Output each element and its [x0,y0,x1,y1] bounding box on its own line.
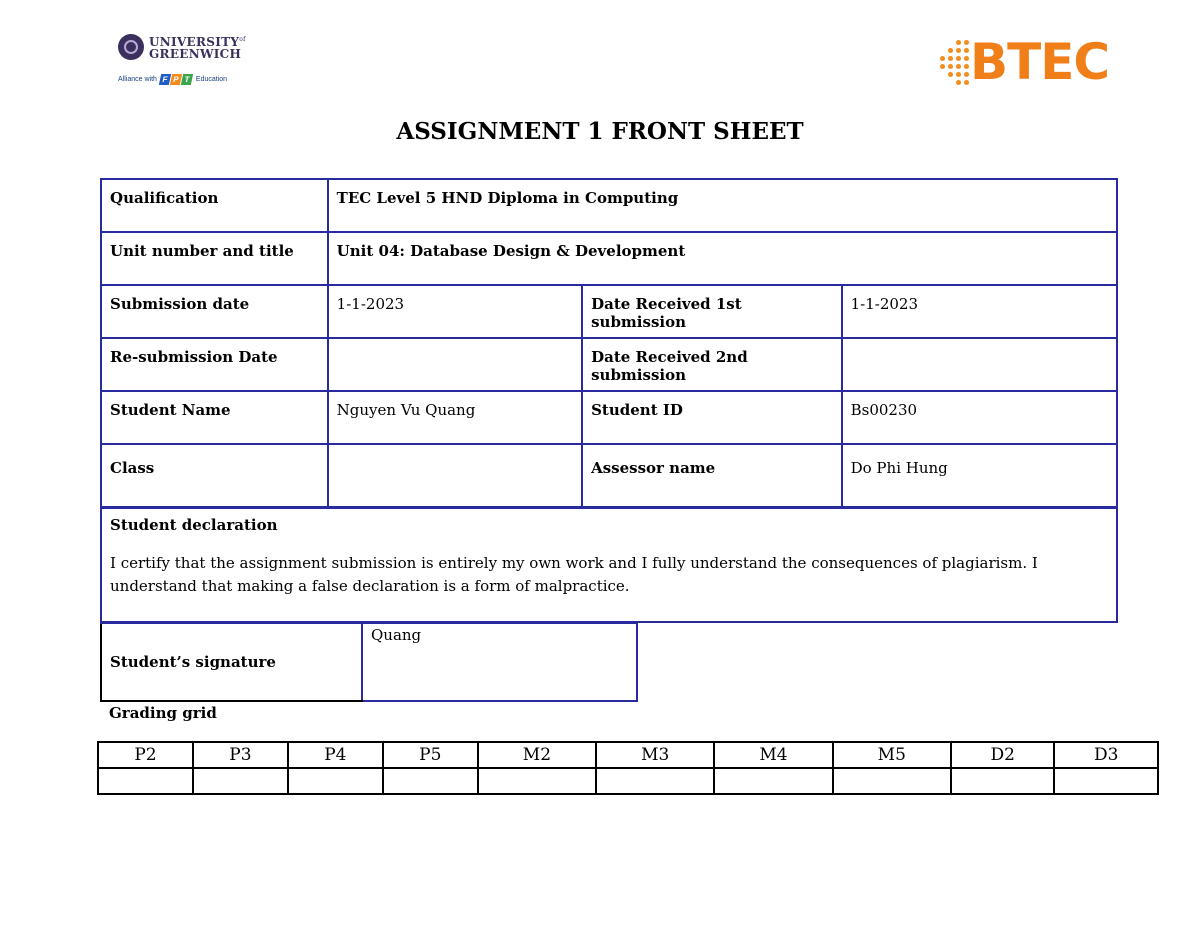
grade-cell-p3[interactable] [193,768,288,794]
grade-header-m4: M4 [714,742,832,768]
row-student [101,391,1117,444]
grade-cell-m4[interactable] [714,768,832,794]
date-received-2-value[interactable] [842,338,1117,391]
row-unit [101,232,1117,285]
btec-wordmark: BTEC [970,33,1110,91]
grade-header-m5: M5 [833,742,951,768]
qualification-label: Qualification [101,179,328,232]
university-of-greenwich-logo [118,34,248,94]
grade-header-p2: P2 [98,742,193,768]
grading-grid [97,741,1159,795]
fpt-letter-t: T [181,74,193,85]
student-id-label: Student ID [582,391,842,444]
btec-logo [936,32,1121,92]
resubmission-value[interactable] [328,338,582,391]
fpt-letter-p: P [170,74,182,85]
date-received-1-value[interactable]: 1-1-2023 [842,285,1117,338]
grade-header-m2: M2 [478,742,596,768]
grade-header-p5: P5 [383,742,478,768]
signature-table [100,622,638,702]
class-value[interactable] [328,444,582,508]
alliance-suffix: Education [195,76,228,83]
assessor-label: Assessor name [582,444,842,508]
class-label: Class [101,444,328,508]
row-class [101,444,1117,508]
btec-dots-icon [936,38,972,86]
row-submission-date [101,285,1117,338]
signature-value[interactable]: Quang [362,623,637,701]
date-received-1-label: Date Received 1st submission [582,285,842,338]
grading-grid-title: Grading grid [109,704,217,722]
university-name-of: of [239,36,246,43]
grade-cell-p4[interactable] [288,768,383,794]
declaration-text: I certify that the assignment submission is entirely my own work and I fully understand the consequences of plagiarism. I understand that making a false declaration is a form of malpractice. [110,554,1038,595]
student-name-label: Student Name [101,391,328,444]
grade-cell-m5[interactable] [833,768,951,794]
submission-date-label: Submission date [101,285,328,338]
university-name-line2: GREENWICH [149,47,242,61]
grade-cell-p2[interactable] [98,768,193,794]
front-sheet-form [100,178,1118,509]
unit-label: Unit number and title [101,232,328,285]
date-received-2-label: Date Received 2nd submission [582,338,842,391]
fpt-logo [160,74,193,85]
university-crest-icon [118,34,144,60]
page-title: ASSIGNMENT 1 FRONT SHEET [396,118,804,145]
unit-value[interactable]: Unit 04: Database Design & Development [328,232,1117,285]
submission-date-value[interactable]: 1-1-2023 [328,285,582,338]
grade-header-d2: D2 [951,742,1055,768]
university-name-line1: UNIVERSITY [149,35,240,49]
assessor-value[interactable]: Do Phi Hung [842,444,1117,508]
grade-cell-p5[interactable] [383,768,478,794]
grade-header-p3: P3 [193,742,288,768]
grade-header-m3: M3 [596,742,714,768]
student-declaration [100,506,1118,623]
grade-cell-d2[interactable] [951,768,1055,794]
declaration-title: Student declaration [110,516,278,534]
student-name-value[interactable]: Nguyen Vu Quang [328,391,582,444]
resubmission-label: Re-submission Date [101,338,328,391]
grade-cell-m2[interactable] [478,768,596,794]
row-qualification [101,179,1117,232]
fpt-letter-f: F [159,74,171,85]
grading-value-row [98,768,1158,794]
grade-header-d3: D3 [1054,742,1158,768]
qualification-value[interactable]: TEC Level 5 HND Diploma in Computing [328,179,1117,232]
grade-header-p4: P4 [288,742,383,768]
grade-cell-m3[interactable] [596,768,714,794]
grade-cell-d3[interactable] [1054,768,1158,794]
alliance-prefix: Alliance with [118,76,157,83]
signature-label: Student’s signature [101,623,362,701]
student-id-value[interactable]: Bs00230 [842,391,1117,444]
row-resubmission [101,338,1117,391]
grading-header-row [98,742,1158,768]
